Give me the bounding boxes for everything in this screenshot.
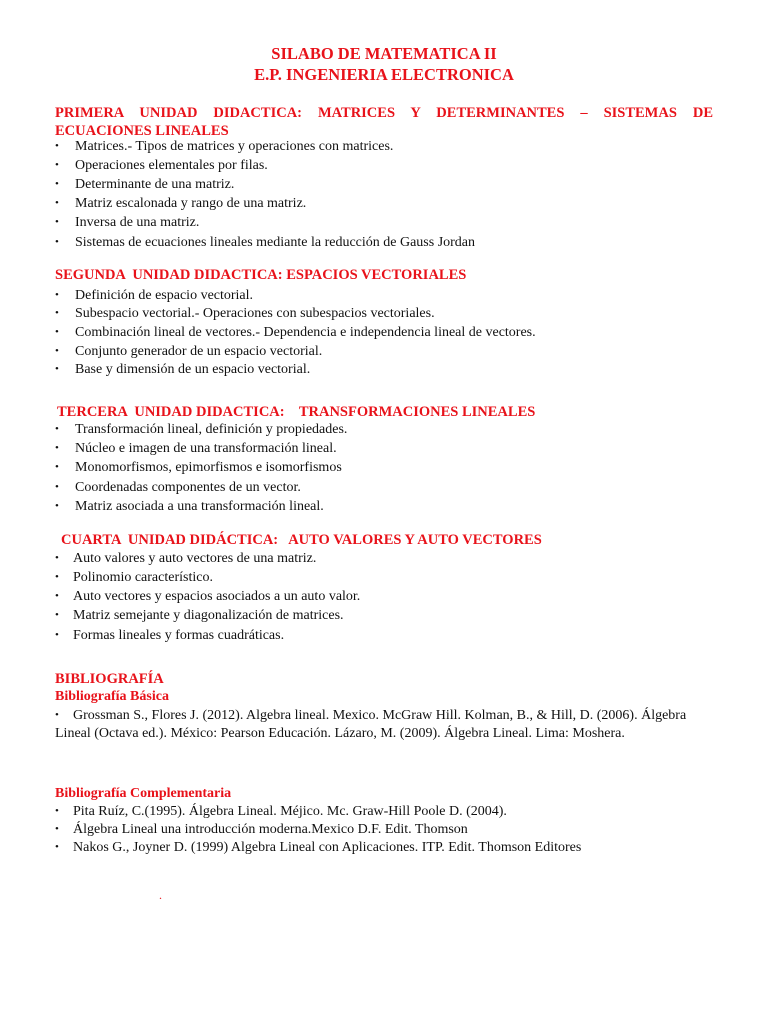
list-item: Combinación lineal de vectores.- Dependencia e independencia lineal de vectores. [75,325,536,340]
list-item: Monomorfismos, epimorfismos e isomorfismos [75,460,342,475]
bullet: • [55,236,59,248]
bullet: • [55,461,59,473]
bibliography-heading: BIBLIOGRAFÍA [55,671,164,687]
bullet: • [55,500,59,512]
bullet: • [55,841,59,853]
bullet: • [55,481,59,493]
list-item: Subespacio vectorial.- Operaciones con subespacios vectoriales. [75,306,435,321]
unit2-heading: SEGUNDA UNIDAD DIDACTICA: ESPACIOS VECTORIALES [55,267,467,283]
bibliography-basic-text: Grossman S., Flores J. (2012). Algebra lineal. Mexico. McGraw Hill. Kolman, B., & Hill, D. (2006). Álgebra Lineal (Octava ed.). México: Pearson Educación. Lázaro, M. (2009). Álgebra Lineal. Lima: Moshera. [55,708,687,741]
list-item: Matriz asociada a una transformación lineal. [75,499,324,514]
list-item: Auto vectores y espacios asociados a un auto valor. [73,589,361,604]
list-item: Núcleo e imagen de una transformación lineal. [75,441,337,456]
bullet: • [55,307,59,319]
bullet: • [55,140,59,152]
list-item: Matriz semejante y diagonalización de matrices. [73,608,344,623]
bullet: • [55,552,59,564]
list-item: Matrices.- Tipos de matrices y operaciones con matrices. [75,139,394,154]
bullet: • [55,590,59,602]
list-item: Formas lineales y formas cuadráticas. [73,628,285,643]
bullet: • [55,159,59,171]
bullet: • [55,326,59,338]
list-item: Pita Ruíz, C.(1995). Álgebra Lineal. Méjico. Mc. Graw-Hill Poole D. (2004). [73,804,507,819]
bullet: • [55,178,59,190]
bullet: • [55,345,59,357]
bullet: • [55,216,59,228]
document-title: SILABO DE MATEMATICA II [271,44,497,63]
bullet: • [55,709,59,721]
unit1-heading: PRIMERA UNIDAD DIDACTICA: MATRICES Y DETERMINANTES – SISTEMAS DE ECUACIONES LINEALES [55,105,713,139]
document-subtitle: E.P. INGENIERIA ELECTRONICA [254,65,514,84]
list-item: Álgebra Lineal una introducción moderna.Mexico D.F. Edit. Thomson [73,822,468,837]
bullet: • [55,629,59,641]
bullet: • [55,423,59,435]
bullet: • [55,823,59,835]
unit4-heading: CUARTA UNIDAD DIDÁCTICA: AUTO VALORES Y AUTO VECTORES [61,532,542,548]
bullet: • [55,571,59,583]
bullet: • [55,442,59,454]
bullet: • [55,289,59,301]
bibliography-basic-heading: Bibliografía Básica [55,689,169,704]
list-item: Transformación lineal, definición y propiedades. [75,422,348,437]
list-item: Matriz escalonada y rango de una matriz. [75,196,307,211]
list-item: Auto valores y auto vectores de una matriz. [73,551,317,566]
unit3-heading: TERCERA UNIDAD DIDACTICA: TRANSFORMACIONES LINEALES [57,404,536,420]
bullet: • [55,805,59,817]
list-item: Operaciones elementales por filas. [75,158,268,173]
list-item: Coordenadas componentes de un vector. [75,480,301,495]
list-item: Sistemas de ecuaciones lineales mediante la reducción de Gauss Jordan [75,235,476,250]
list-item: Definición de espacio vectorial. [75,288,254,303]
bullet: • [55,609,59,621]
list-item: Inversa de una matriz. [75,215,200,230]
bullet: • [55,197,59,209]
footer-mark: . [159,888,162,902]
list-item: Base y dimensión de un espacio vectorial. [75,362,311,377]
list-item: Determinante de una matriz. [75,177,235,192]
list-item: Nakos G., Joyner D. (1999) Algebra Lineal con Aplicaciones. ITP. Edit. Thomson Editores [73,840,582,855]
bullet: • [55,363,59,375]
list-item: Polinomio característico. [73,570,213,585]
list-item: Conjunto generador de un espacio vectorial. [75,344,323,359]
bibliography-complementary-heading: Bibliografía Complementaria [55,786,232,801]
